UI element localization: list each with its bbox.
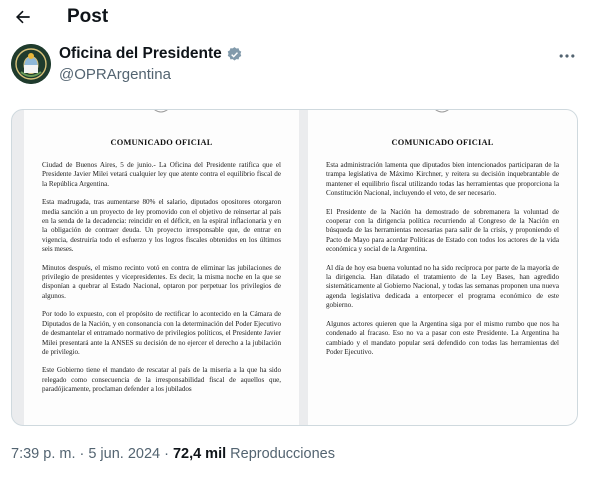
document-heading: COMUNICADO OFICIAL <box>391 138 494 147</box>
document-paragraph: El Presidente de la Nación ha demostrado de sobremanera la voluntad de cooperar con la dirigencia política recurriendo al Congreso de la Nación en búsqueda de las herramientas necesarias para salir de la crisis, y proponiendo el Pacto de Mayo para acordar Políticas de Estado con todos los actores de la vida económica y social de la Argentina. <box>326 207 559 254</box>
author-name[interactable] <box>59 45 243 63</box>
document-paragraph: Por todo lo expuesto, con el propósito de rectificar lo acontecido en la Cámara de Diputados de la Nación, y en consonancia con la determinación del Poder Ejecutivo de desmantelar el entramado normativo de privilegios políticos, el Presidente Javier Milei presentará ante la ANSES su decisión de no ejercer el derecho a la jubilación de privilegio. <box>42 310 281 356</box>
document-page-left <box>24 110 299 425</box>
document-paragraph: Al día de hoy esa buena voluntad no ha sido recíproca por parte de la mayoría de la dirigencia. Han dilatado el tratamiento de la Ley Bases, han agredido sistemáticamente al Gobierno Nacional, y todas las semanas proponen una nueva agenda legislativa dedicada a entorpecer el programa económico de este gobierno. <box>326 263 559 310</box>
document-paragraph: Ciudad de Buenos Aires, 5 de junio.- La Oficina del Presidente ratifica que el Presidente Javier Milei vetará cualquier ley que atente contra el equilibrio fiscal de la República Argentina. <box>42 161 281 188</box>
more-options-button[interactable] <box>555 44 579 68</box>
meta-separator: · <box>164 446 169 462</box>
post-time[interactable]: 7:39 p. m. <box>11 446 76 462</box>
seal-icon <box>148 109 174 118</box>
document-paragraph: Esta administración lamenta que diputados bien intencionados participaran de la trampa legislativa de Máximo Kirchner, y reitera su decisión inquebrantable de mantener el equilibrio fiscal utilizando todas las herramientas que proporciona la Constitución Nacional, incluyendo el veto, de ser necesario. <box>326 161 559 198</box>
author-name-text: Oficina del Presidente <box>59 45 222 62</box>
views-label: Reproducciones <box>230 446 335 462</box>
page-title: Post <box>67 6 109 27</box>
post-image[interactable] <box>11 109 578 426</box>
arrow-left-icon <box>13 7 33 27</box>
document-paragraph: Algunos actores quieren que la Argentina siga por el mismo rumbo que nos ha condenado al fracaso. Eso no va a pasar con este Presidente. La Argentina ha cambiado y el mandato popular será defendido con todas las herramientas del Poder Ejecutivo. <box>326 319 559 356</box>
meta-separator: · <box>79 446 85 462</box>
document-page-right <box>308 110 577 425</box>
seal-icon <box>429 109 455 118</box>
post-meta <box>11 446 335 462</box>
back-button[interactable] <box>8 4 38 30</box>
document-paragraph: Esta madrugada, tras aumentarse 80% el salario, diputados opositores otorgaron media sanción a un proyecto de ley promovido con el objetivo de reinsertar al país en la senda de la decadencia: reincidir en el déficit, en la espiral inflacionaria y en la obligación de contraer deuda. Un proyecto irresponsable que, de entrar en vigencia, destruiría todo el esfuerzo y los logros fiscales obtenidos en los últimos seis meses. <box>42 198 281 254</box>
document-paragraph: Este Gobierno tiene el mandato de rescatar al país de la miseria a la que ha sido relegado como consecuencia de la irresponsabilidad fiscal de aquellos que, paradójicamente, proclaman defender a los jubilados <box>42 366 281 394</box>
coat-of-arms-icon <box>11 44 51 84</box>
post-header <box>0 0 598 36</box>
document-heading: COMUNICADO OFICIAL <box>110 138 213 147</box>
more-horizontal-icon <box>557 46 577 66</box>
avatar[interactable] <box>11 44 51 84</box>
views-count: 72,4 mil <box>172 446 227 462</box>
verified-badge-icon <box>226 46 243 63</box>
post-date[interactable]: 5 jun. 2024 <box>88 446 161 462</box>
document-paragraph: Minutos después, el mismo recinto votó en contra de eliminar las jubilaciones de privilegio de presidentes y vicepresidentes. Es decir, la misma noche en la que se disponían a quebrar al Estado Nacional, optaron por perpetuar los privilegios de algunos. <box>42 263 281 300</box>
author-handle[interactable]: @OPRArgentina <box>59 66 171 83</box>
